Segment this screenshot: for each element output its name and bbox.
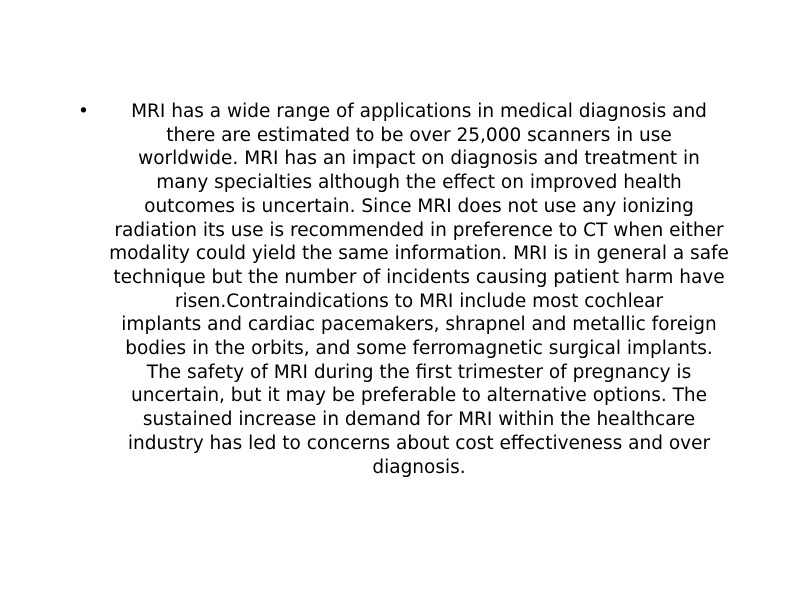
bullet-point: • — [78, 101, 89, 122]
bullet-item — [78, 100, 760, 479]
slide-content — [78, 100, 760, 479]
bullet-text: MRI has a wide range of applications in medical diagnosis and there are estimated to be over 25,000 scanners in use worldwide. MRI has an impact on diagnosis and treatment in many specialties although the effect on improved health outcomes is uncertain. Since MRI does not use any ionizing radiation its use is recommended in preference to CT when either modality could yield the same information. MRI is in general a safe technique but the number of incidents causing patient harm have risen.Contraindications to MRI include most cochlear implants and cardiac pacemakers, shrapnel and metallic foreign bodies in the orbits, and some ferromagnetic surgical implants. The safety of MRI during the first trimester of pregnancy is uncertain, but it may be preferable to alternative options. The sustained increase in demand for MRI within the healthcare industry has led to concerns about cost effectiveness and over diagnosis. — [109, 101, 729, 478]
